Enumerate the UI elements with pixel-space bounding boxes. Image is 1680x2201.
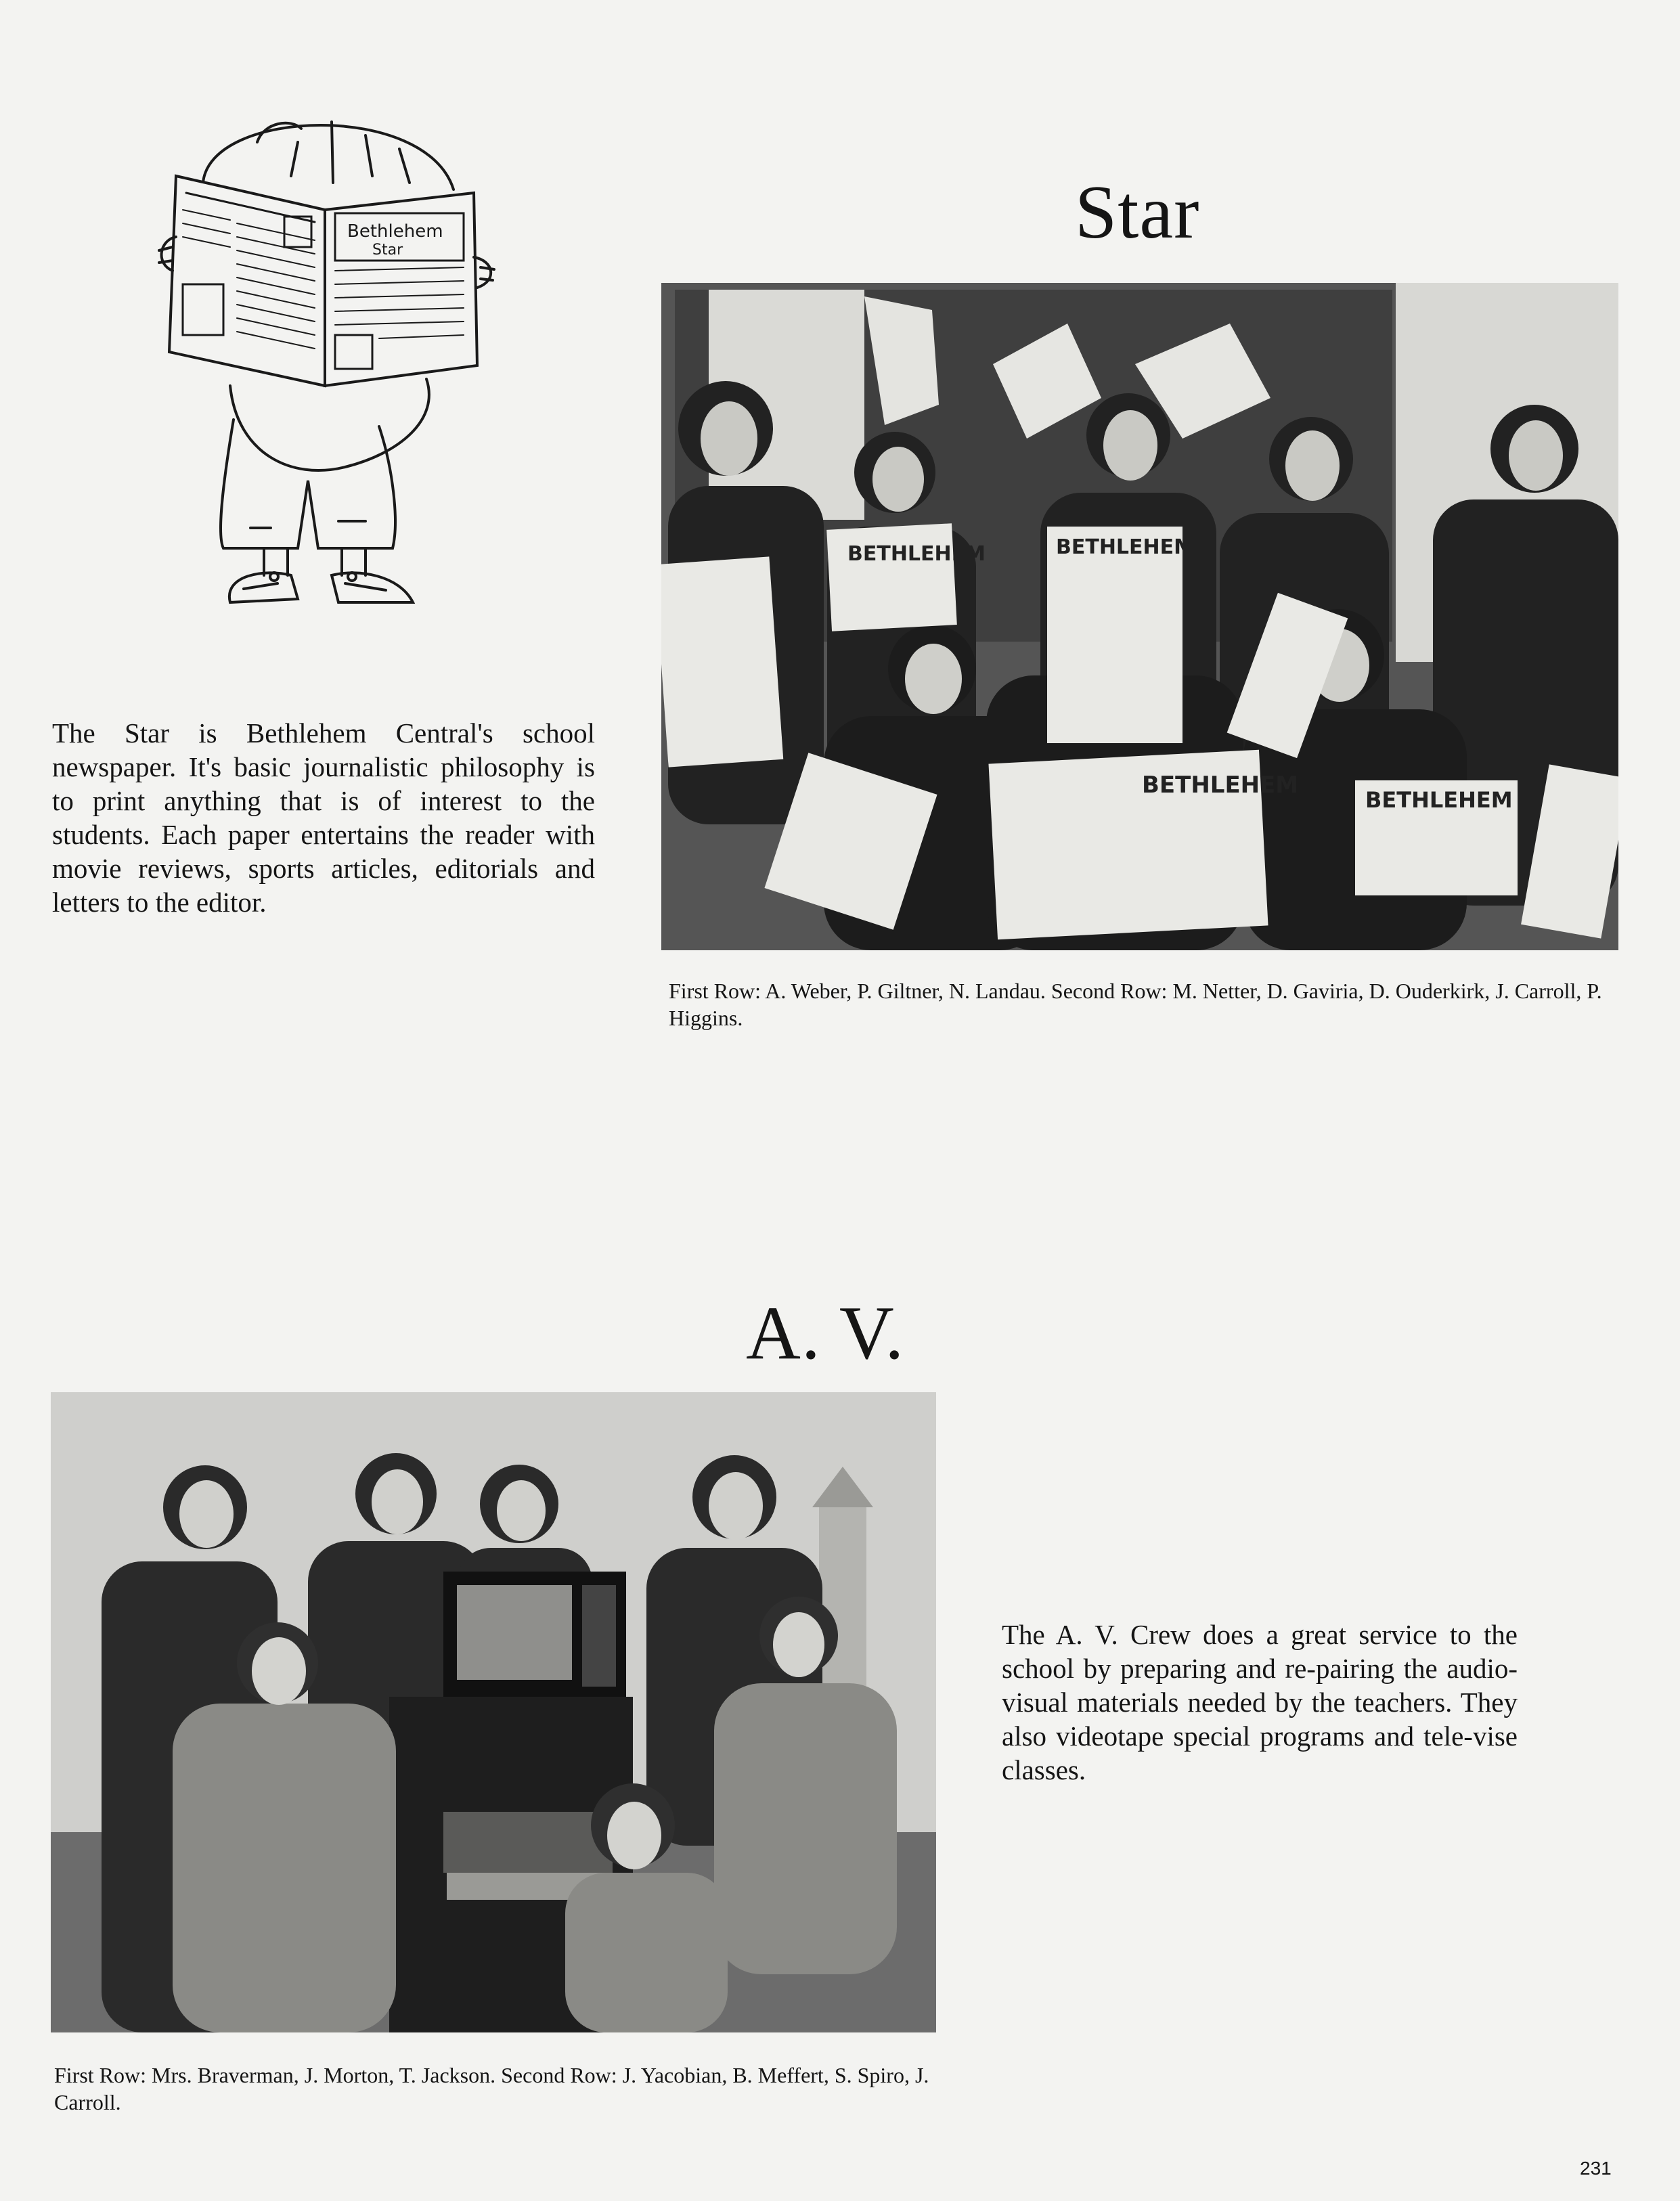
paper-masthead-1: BETHLEHEM — [847, 542, 986, 566]
page-number: 231 — [1580, 2158, 1612, 2179]
illustration-masthead-line1: Bethlehem — [347, 221, 443, 242]
newspaper-reader-illustration — [156, 102, 508, 629]
av-group-photo — [51, 1392, 936, 2032]
star-description: The Star is Bethlehem Central's school newspaper. It's basic journalistic philosophy is to print anything that is of interest to the students. Each paper entertains the reader with movie reviews, sports articles, editorials and letters to the editor. — [52, 717, 595, 918]
paper-masthead-4: BETHLEHEM — [1365, 787, 1513, 813]
av-description: The A. V. Crew does a great service to the school by preparing and re-pairing the audio-visual materials needed by the teachers. They also videotape special programs and tele-vise classes. — [1002, 1619, 1518, 1785]
av-caption: First Row: Mrs. Braverman, J. Morton, T. Jackson. Second Row: J. Yacobian, B. Meffert, S. Spiro, J. Carroll. — [54, 2063, 929, 2114]
illustration-masthead-line2: Star — [372, 242, 403, 259]
paper-masthead-2: BETHLEHEM — [1056, 535, 1194, 559]
star-caption: First Row: A. Weber, P. Giltner, N. Landau. Second Row: M. Netter, D. Gaviria, D. Ouderkirk, J. Carroll, P. Higgins. — [669, 979, 1602, 1030]
star-title: Star — [1075, 171, 1200, 254]
star-group-photo — [661, 283, 1618, 950]
av-title: A. V. — [746, 1291, 905, 1375]
paper-masthead-3: BETHLEHEM — [1142, 772, 1299, 799]
